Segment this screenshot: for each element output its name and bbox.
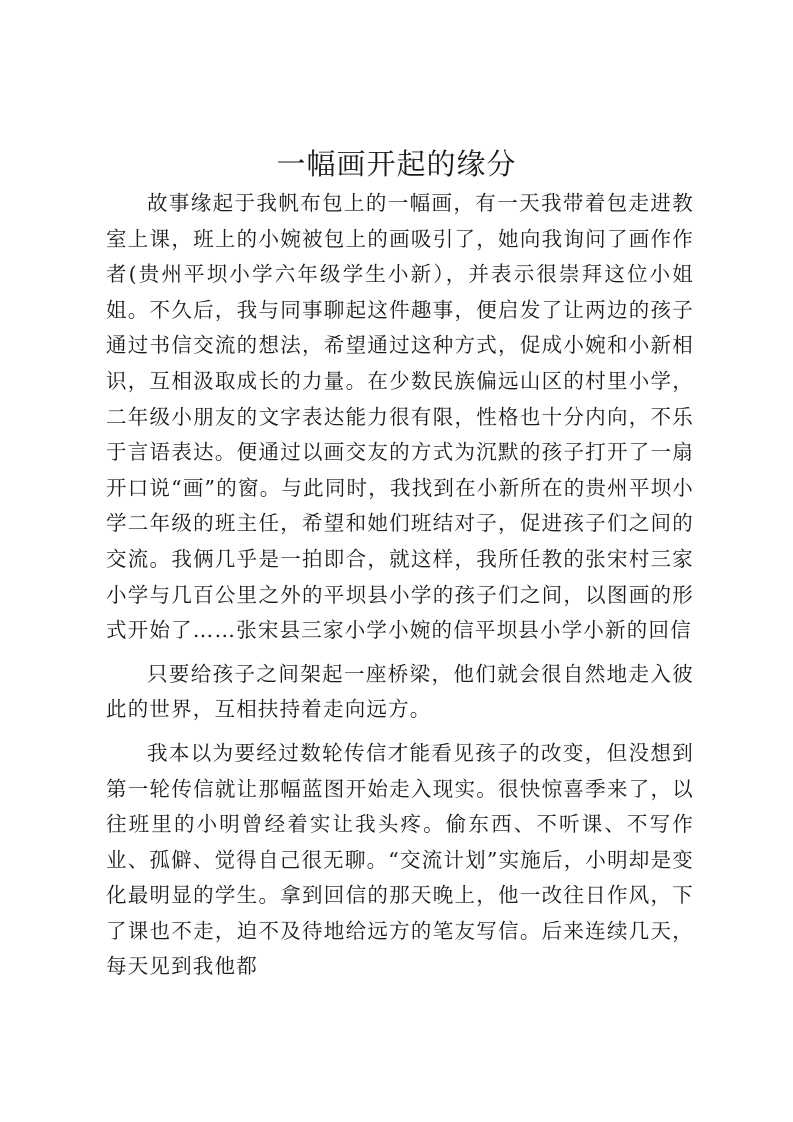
- article-body: [106, 186, 694, 985]
- paragraph-2: 只要给孩子之间架起一座桥梁，他们就会很自然地走入彼此的世界，互相扶持着走向远方。: [106, 661, 694, 722]
- page-title: 一幅画开起的缘分: [276, 147, 517, 181]
- paragraph-3: 我本以为要经过数轮传信才能看见孩子的改变，但没想到第一轮传信就让那幅蓝图开始走入现实。很快惊喜季来了，以往班里的小明曾经着实让我头疼。偷东西、不听课、不写作业、孤僻、觉得自己很无聊。“交流计划”实施后，小明却是变化最明显的学生。拿到回信的那天晚上，他一改往日作风，下了课也不走，迫不及待地给远方的笔友写信。后来连续几天，每天见到我他都: [106, 740, 694, 979]
- paragraph-1: 故事缘起于我帆布包上的一幅画，有一天我带着包走进教室上课，班上的小婉被包上的画吸引了，她向我询问了画作作者(贵州平坝小学六年级学生小新），并表示很崇拜这位小姐姐。不久后，我与同事聊起这件趣事，便启发了让两边的孩子通过书信交流的想法，希望通过这种方式，促成小婉和小新相识，互相汲取成长的力量。在少数民族偏远山区的村里小学，二年级小朋友的文字表达能力很有限，性格也十分内向，不乐于言语表达。便通过以画交友的方式为沉默的孩子打开了一扇开口说“画”的窗。与此同时，我找到在小新所在的贵州平坝小学二年级的班主任，希望和她们班结对子，促进孩子们之间的交流。我俩几乎是一拍即合，就这样，我所任教的张宋村三家小学与几百公里之外的平坝县小学的孩子们之间，以图画的形式开始了……张宋县三家小学小婉的信平坝县小学小新的回信: [106, 191, 694, 643]
